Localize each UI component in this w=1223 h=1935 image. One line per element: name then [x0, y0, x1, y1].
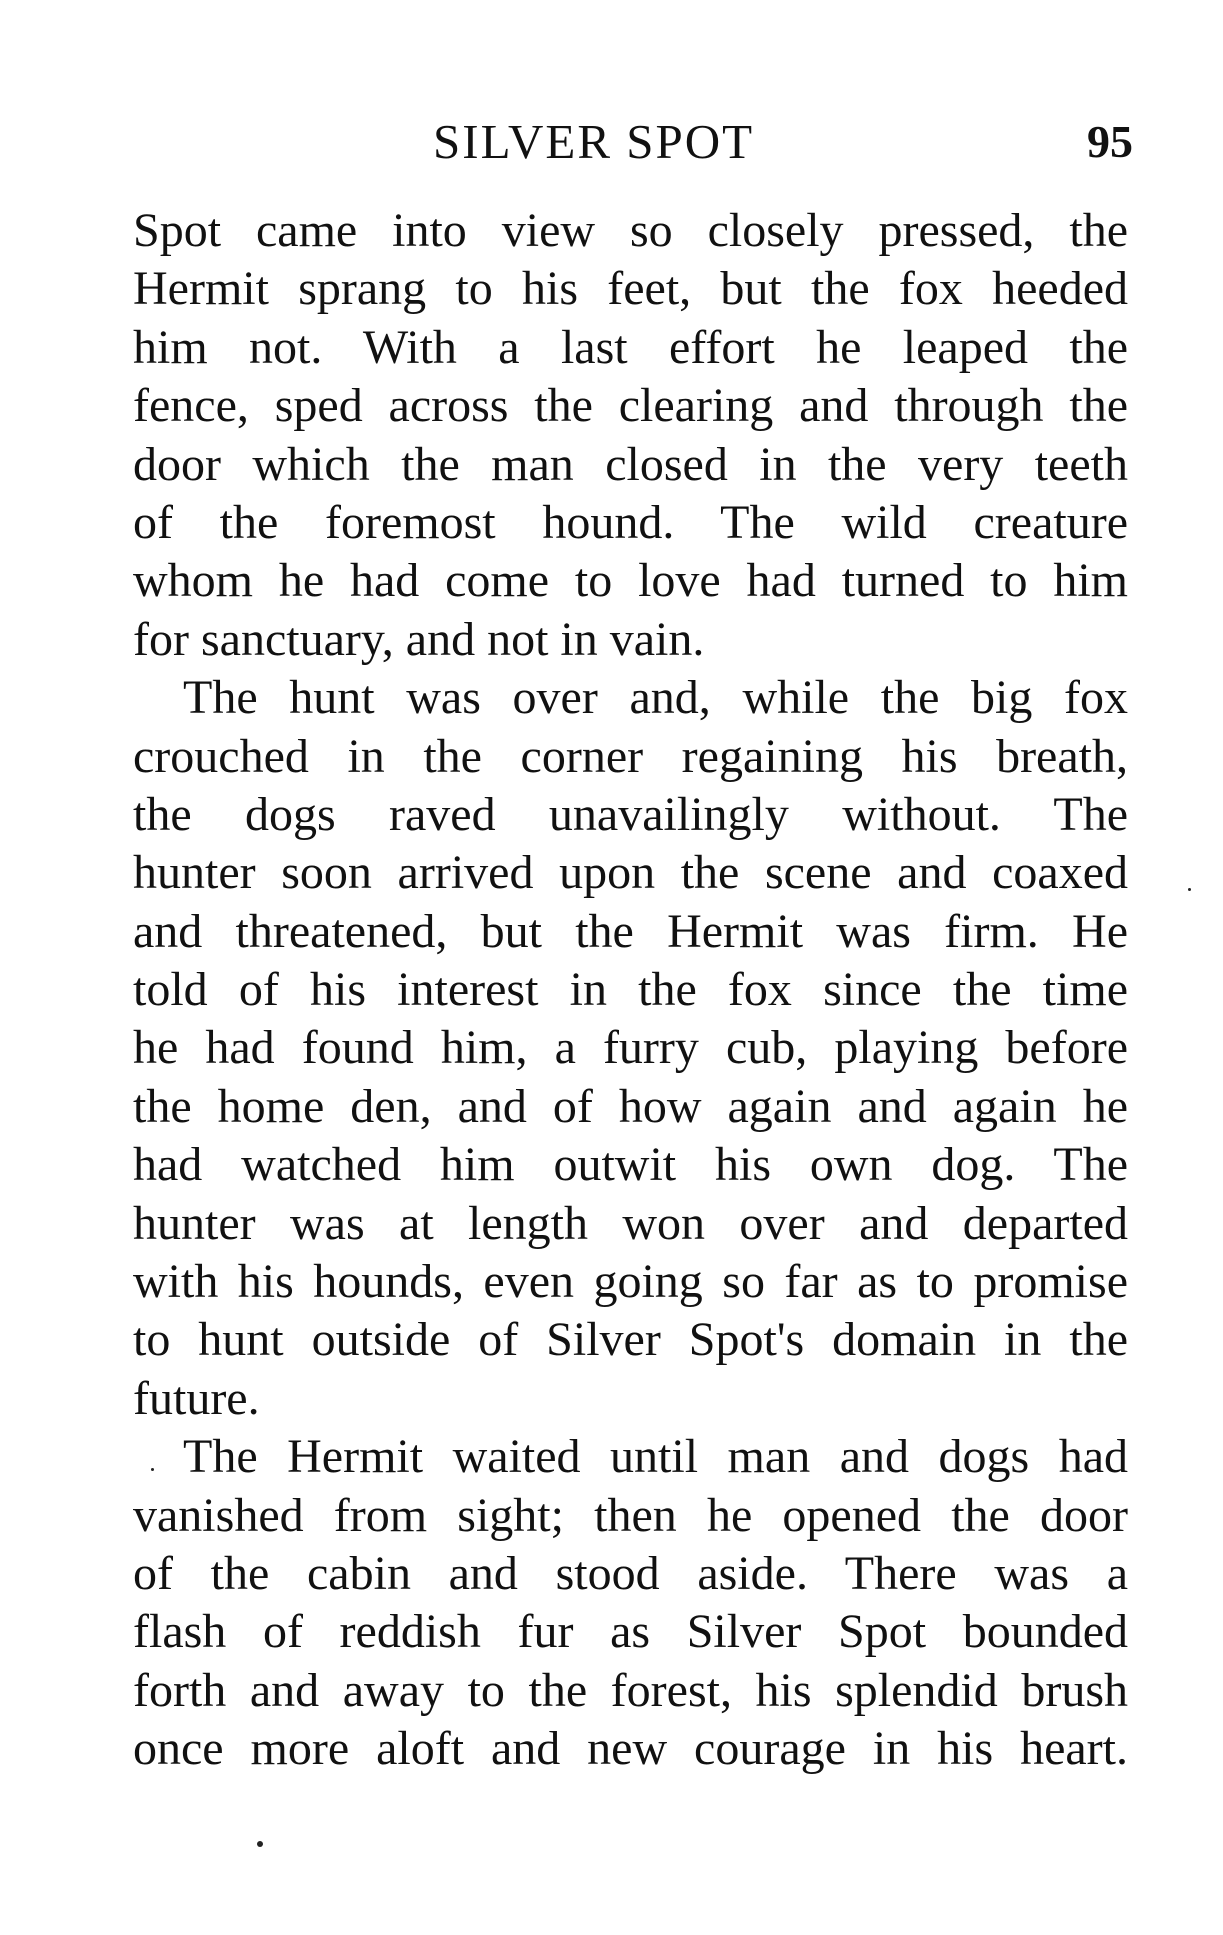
text-line: of the foremost hound. The wild creature — [133, 495, 1128, 549]
page-number: 95 — [1087, 116, 1133, 167]
text-line: The Hermit waited until man and dogs had — [183, 1430, 1128, 1484]
ink-speck — [151, 1468, 154, 1471]
text-line: the home den, and of how again and again he — [133, 1079, 1128, 1133]
text-line: hunter was at length won over and departed — [133, 1196, 1128, 1250]
text-line: once more aloft and new courage in his heart. — [133, 1722, 1128, 1776]
text-line: The hunt was over and, while the big fox — [183, 671, 1128, 725]
text-line: Spot came into view so closely pressed, the — [133, 204, 1128, 257]
text-line: vanished from sight; then he opened the door — [133, 1488, 1128, 1542]
text-line: him not. With a last effort he leaped the — [133, 320, 1128, 374]
text-line: and threatened, but the Hermit was firm. He — [133, 904, 1128, 958]
text-line: the dogs raved unavailingly without. The — [133, 787, 1128, 841]
text-line: hunter soon arrived upon the scene and coaxed — [133, 846, 1128, 900]
text-line: to hunt outside of Silver Spot's domain in the — [133, 1313, 1128, 1367]
paragraph-3 — [133, 1428, 1128, 1778]
text-line: forth and away to the forest, his splendid brush — [133, 1663, 1128, 1717]
paragraph-1 — [133, 202, 1128, 669]
body-text — [133, 202, 1128, 1779]
paragraph-2 — [133, 669, 1128, 1428]
text-line: crouched in the corner regaining his breath, — [133, 729, 1128, 783]
text-line: told of his interest in the fox since the time — [133, 963, 1128, 1017]
text-line: flash of reddish fur as Silver Spot bounded — [133, 1605, 1128, 1659]
text-line: future. — [133, 1371, 260, 1425]
ink-speck — [257, 1841, 263, 1847]
text-line: had watched him outwit his own dog. The — [133, 1138, 1128, 1192]
running-head — [133, 112, 1133, 172]
text-line: Hermit sprang to his feet, but the fox heeded — [133, 262, 1128, 316]
text-line: fence, sped across the clearing and through the — [133, 379, 1128, 433]
text-line: door which the man closed in the very teeth — [133, 437, 1128, 491]
text-line: with his hounds, even going so far as to promise — [133, 1255, 1128, 1309]
text-line: he had found him, a furry cub, playing before — [133, 1021, 1128, 1075]
text-line: for sanctuary, and not in vain. — [133, 612, 705, 666]
text-line: whom he had come to love had turned to him — [133, 554, 1128, 608]
text-line: of the cabin and stood aside. There was a — [133, 1546, 1128, 1600]
ink-speck — [1188, 888, 1191, 891]
running-title: SILVER SPOT — [433, 114, 755, 169]
